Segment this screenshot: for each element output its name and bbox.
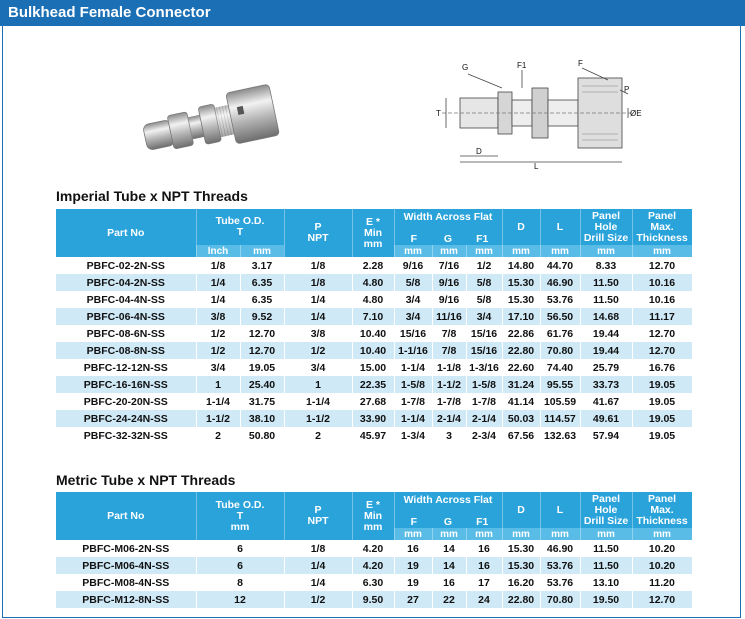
- table-cell: 2: [284, 427, 352, 444]
- col-header-e: E * Min mm: [352, 492, 394, 540]
- unit-mm: mm: [632, 245, 692, 257]
- table-cell: 11/16: [432, 308, 466, 325]
- part-number-cell: PBFC-24-24N-SS: [56, 410, 196, 427]
- table-cell: 1/8: [284, 257, 352, 274]
- table-cell: 19.44: [580, 325, 632, 342]
- table-cell: 1/8: [196, 257, 240, 274]
- part-number-cell: PBFC-16-16N-SS: [56, 376, 196, 393]
- table-cell: 1-1/2: [284, 410, 352, 427]
- table-cell: 5/8: [394, 274, 432, 291]
- table-cell: 74.40: [540, 359, 580, 376]
- table-row: [56, 540, 692, 557]
- unit-mm: mm: [466, 528, 502, 540]
- table-cell: 61.76: [540, 325, 580, 342]
- table-cell: 33.90: [352, 410, 394, 427]
- unit-mm: mm: [432, 528, 466, 540]
- table-cell: 19.05: [632, 376, 692, 393]
- table-cell: 14.68: [580, 308, 632, 325]
- table-cell: 22: [432, 591, 466, 608]
- table-cell: 31.24: [502, 376, 540, 393]
- unit-mm: mm: [240, 245, 284, 257]
- table-cell: 8.33: [580, 257, 632, 274]
- diagram-label-l: L: [534, 162, 539, 170]
- table-cell: 1/2: [284, 342, 352, 359]
- part-number-cell: PBFC-M08-4N-SS: [56, 574, 196, 591]
- unit-mm: mm: [580, 528, 632, 540]
- table-cell: 3.17: [240, 257, 284, 274]
- col-header-l: L: [540, 492, 580, 528]
- table-cell: 19.44: [580, 342, 632, 359]
- col-header-tube-od: Tube O.D. T mm: [196, 492, 284, 540]
- table-cell: 1/2: [284, 591, 352, 608]
- table-cell: 1/4: [284, 557, 352, 574]
- table-cell: 53.76: [540, 557, 580, 574]
- table-cell: 14: [432, 540, 466, 557]
- page-title: Bulkhead Female Connector: [0, 0, 745, 26]
- col-header-l: L: [540, 209, 580, 245]
- col-header-d: D: [502, 492, 540, 528]
- table-cell: 49.61: [580, 410, 632, 427]
- table-cell: 9/16: [394, 257, 432, 274]
- table-cell: 3/4: [196, 359, 240, 376]
- col-header-d: D: [502, 209, 540, 245]
- table-cell: 53.76: [540, 291, 580, 308]
- table-cell: 1-1/8: [432, 359, 466, 376]
- table-cell: 1-1/4: [196, 393, 240, 410]
- unit-mm: mm: [540, 528, 580, 540]
- table-cell: 3: [432, 427, 466, 444]
- table-cell: 19.05: [632, 393, 692, 410]
- table-cell: 19.05: [240, 359, 284, 376]
- table-cell: 22.60: [502, 359, 540, 376]
- table-cell: 15.00: [352, 359, 394, 376]
- table-cell: 11.50: [580, 274, 632, 291]
- metric-section-title: Metric Tube x NPT Threads: [56, 472, 236, 488]
- table-cell: 33.73: [580, 376, 632, 393]
- table-cell: 11.50: [580, 540, 632, 557]
- part-number-cell: PBFC-04-4N-SS: [56, 291, 196, 308]
- table-cell: 1-1/4: [284, 393, 352, 410]
- table-cell: 1-7/8: [394, 393, 432, 410]
- table-cell: 53.76: [540, 574, 580, 591]
- col-header-part-no: Part No: [56, 209, 196, 257]
- diagram-label-f: F: [578, 59, 583, 68]
- diagram-label-f1: F1: [517, 61, 527, 70]
- table-cell: 2-3/4: [466, 427, 502, 444]
- table-cell: 12.70: [632, 325, 692, 342]
- table-cell: 1/4: [196, 274, 240, 291]
- table-cell: 17: [466, 574, 502, 591]
- table-cell: 19: [394, 557, 432, 574]
- part-number-cell: PBFC-M06-2N-SS: [56, 540, 196, 557]
- table-cell: 1-7/8: [432, 393, 466, 410]
- unit-mm: mm: [502, 528, 540, 540]
- part-number-cell: PBFC-06-4N-SS: [56, 308, 196, 325]
- table-cell: 11.50: [580, 291, 632, 308]
- table-cell: 12.70: [632, 342, 692, 359]
- col-header-e: E * Min mm: [352, 209, 394, 257]
- table-cell: 1: [284, 376, 352, 393]
- table-cell: 8: [196, 574, 284, 591]
- table-cell: 12.70: [632, 591, 692, 608]
- unit-inch: Inch: [196, 245, 240, 257]
- table-row: [56, 342, 692, 359]
- table-cell: 10.16: [632, 274, 692, 291]
- table-cell: 14.80: [502, 257, 540, 274]
- table-cell: 16: [466, 540, 502, 557]
- table-row: [56, 308, 692, 325]
- table-cell: 1-1/2: [432, 376, 466, 393]
- table-cell: 9/16: [432, 291, 466, 308]
- table-cell: 1/4: [284, 291, 352, 308]
- diagram-label-p: P: [624, 85, 630, 94]
- table-cell: 1/4: [284, 574, 352, 591]
- col-header-waf: Width Across Flat F G F1: [394, 492, 502, 528]
- table-cell: 15/16: [466, 325, 502, 342]
- table-cell: 46.90: [540, 274, 580, 291]
- table-cell: 1: [196, 376, 240, 393]
- table-row: [56, 376, 692, 393]
- table-cell: 1-1/4: [394, 410, 432, 427]
- table-cell: 50.03: [502, 410, 540, 427]
- table-cell: 19.50: [580, 591, 632, 608]
- table-cell: 14: [432, 557, 466, 574]
- table-cell: 2: [196, 427, 240, 444]
- col-header-waf: Width Across Flat F G F1: [394, 209, 502, 245]
- table-cell: 15.30: [502, 291, 540, 308]
- col-header-panel-thickness: Panel Max. Thickness: [632, 209, 692, 245]
- table-cell: 1-5/8: [394, 376, 432, 393]
- part-number-cell: PBFC-02-2N-SS: [56, 257, 196, 274]
- unit-mm: mm: [466, 245, 502, 257]
- table-cell: 57.94: [580, 427, 632, 444]
- table-cell: 12: [196, 591, 284, 608]
- part-number-cell: PBFC-08-8N-SS: [56, 342, 196, 359]
- part-number-cell: PBFC-12-12N-SS: [56, 359, 196, 376]
- table-cell: 13.10: [580, 574, 632, 591]
- table-cell: 25.40: [240, 376, 284, 393]
- table-cell: 6.35: [240, 291, 284, 308]
- col-header-p-npt: P NPT: [284, 209, 352, 257]
- diagram-label-t: T: [436, 109, 441, 118]
- table-cell: 1-3/4: [394, 427, 432, 444]
- table-cell: 15/16: [466, 342, 502, 359]
- metric-table-body: [56, 540, 692, 608]
- table-cell: 22.86: [502, 325, 540, 342]
- table-cell: 31.75: [240, 393, 284, 410]
- table-cell: 7/16: [432, 257, 466, 274]
- table-row: [56, 359, 692, 376]
- table-cell: 22.80: [502, 342, 540, 359]
- table-row: [56, 410, 692, 427]
- table-cell: 3/4: [394, 291, 432, 308]
- table-cell: 3/8: [196, 308, 240, 325]
- table-cell: 11.50: [580, 557, 632, 574]
- dimension-diagram: [432, 58, 652, 170]
- table-cell: 27: [394, 591, 432, 608]
- table-cell: 5/8: [466, 274, 502, 291]
- part-number-cell: PBFC-M06-4N-SS: [56, 557, 196, 574]
- table-row: [56, 557, 692, 574]
- table-cell: 7/8: [432, 342, 466, 359]
- table-cell: 70.80: [540, 591, 580, 608]
- unit-mm: mm: [394, 245, 432, 257]
- table-cell: 38.10: [240, 410, 284, 427]
- table-cell: 2-1/4: [466, 410, 502, 427]
- table-cell: 132.63: [540, 427, 580, 444]
- unit-mm: mm: [580, 245, 632, 257]
- table-row: [56, 574, 692, 591]
- table-cell: 1/2: [196, 342, 240, 359]
- table-cell: 1-3/16: [466, 359, 502, 376]
- table-cell: 3/4: [466, 308, 502, 325]
- table-cell: 19: [394, 574, 432, 591]
- table-cell: 10.20: [632, 540, 692, 557]
- imperial-table-body: [56, 257, 692, 444]
- table-cell: 3/4: [284, 359, 352, 376]
- unit-mm: mm: [632, 528, 692, 540]
- unit-mm: mm: [394, 528, 432, 540]
- table-cell: 1-1/2: [196, 410, 240, 427]
- table-cell: 15.30: [502, 540, 540, 557]
- table-row: [56, 393, 692, 410]
- table-cell: 4.80: [352, 291, 394, 308]
- unit-mm: mm: [540, 245, 580, 257]
- table-cell: 15.30: [502, 274, 540, 291]
- table-cell: 16.20: [502, 574, 540, 591]
- table-cell: 114.57: [540, 410, 580, 427]
- table-cell: 17.10: [502, 308, 540, 325]
- table-cell: 9.50: [352, 591, 394, 608]
- table-cell: 3/4: [394, 308, 432, 325]
- table-cell: 3/8: [284, 325, 352, 342]
- table-cell: 27.68: [352, 393, 394, 410]
- table-cell: 16: [394, 540, 432, 557]
- imperial-table: [56, 209, 693, 444]
- table-cell: 46.90: [540, 540, 580, 557]
- table-cell: 16: [432, 574, 466, 591]
- table-cell: 1/8: [284, 274, 352, 291]
- diagram-label-g: G: [462, 63, 469, 72]
- table-cell: 56.50: [540, 308, 580, 325]
- table-row: [56, 427, 692, 444]
- table-cell: 16.76: [632, 359, 692, 376]
- table-cell: 1/2: [466, 257, 502, 274]
- part-number-cell: PBFC-20-20N-SS: [56, 393, 196, 410]
- table-cell: 105.59: [540, 393, 580, 410]
- table-row: [56, 274, 692, 291]
- col-header-p-npt: P NPT: [284, 492, 352, 540]
- table-cell: 11.17: [632, 308, 692, 325]
- table-cell: 5/8: [466, 291, 502, 308]
- table-cell: 7/8: [432, 325, 466, 342]
- diagram-label-e: ØE: [630, 109, 642, 118]
- table-cell: 6.30: [352, 574, 394, 591]
- unit-mm: mm: [502, 245, 540, 257]
- table-cell: 1-1/16: [394, 342, 432, 359]
- part-number-cell: PBFC-04-2N-SS: [56, 274, 196, 291]
- table-cell: 12.70: [240, 342, 284, 359]
- table-cell: 1/2: [196, 325, 240, 342]
- table-cell: 25.79: [580, 359, 632, 376]
- table-cell: 9.52: [240, 308, 284, 325]
- table-cell: 41.67: [580, 393, 632, 410]
- table-cell: 1-1/4: [394, 359, 432, 376]
- table-cell: 7.10: [352, 308, 394, 325]
- col-header-tube-od: Tube O.D. T: [196, 209, 284, 245]
- table-cell: 67.56: [502, 427, 540, 444]
- imperial-section-title: Imperial Tube x NPT Threads: [56, 188, 248, 204]
- table-cell: 50.80: [240, 427, 284, 444]
- table-cell: 2.28: [352, 257, 394, 274]
- table-cell: 10.16: [632, 291, 692, 308]
- table-row: [56, 257, 692, 274]
- table-cell: 9/16: [432, 274, 466, 291]
- table-cell: 1/4: [284, 308, 352, 325]
- table-cell: 16: [466, 557, 502, 574]
- table-row: [56, 591, 692, 608]
- table-cell: 6: [196, 540, 284, 557]
- table-cell: 10.20: [632, 557, 692, 574]
- table-cell: 44.70: [540, 257, 580, 274]
- table-cell: 6.35: [240, 274, 284, 291]
- col-header-panel-hole: Panel Hole Drill Size: [580, 492, 632, 528]
- table-cell: 12.70: [632, 257, 692, 274]
- product-photo: [135, 70, 295, 170]
- table-cell: 6: [196, 557, 284, 574]
- table-cell: 1-7/8: [466, 393, 502, 410]
- col-header-panel-hole: Panel Hole Drill Size: [580, 209, 632, 245]
- table-cell: 4.20: [352, 557, 394, 574]
- table-cell: 45.97: [352, 427, 394, 444]
- col-header-part-no: Part No: [56, 492, 196, 540]
- table-cell: 22.35: [352, 376, 394, 393]
- table-cell: 12.70: [240, 325, 284, 342]
- part-number-cell: PBFC-M12-8N-SS: [56, 591, 196, 608]
- table-cell: 24: [466, 591, 502, 608]
- table-cell: 70.80: [540, 342, 580, 359]
- table-cell: 1/8: [284, 540, 352, 557]
- table-cell: 4.80: [352, 274, 394, 291]
- table-cell: 41.14: [502, 393, 540, 410]
- table-cell: 19.05: [632, 427, 692, 444]
- table-cell: 19.05: [632, 410, 692, 427]
- part-number-cell: PBFC-08-6N-SS: [56, 325, 196, 342]
- table-cell: 1/4: [196, 291, 240, 308]
- table-cell: 11.20: [632, 574, 692, 591]
- table-cell: 22.80: [502, 591, 540, 608]
- table-row: [56, 325, 692, 342]
- table-cell: 10.40: [352, 342, 394, 359]
- table-cell: 4.20: [352, 540, 394, 557]
- unit-mm: mm: [432, 245, 466, 257]
- col-header-panel-thickness: Panel Max. Thickness: [632, 492, 692, 528]
- metric-table: [56, 492, 693, 608]
- table-row: [56, 291, 692, 308]
- diagram-label-d: D: [476, 147, 482, 156]
- table-cell: 10.40: [352, 325, 394, 342]
- part-number-cell: PBFC-32-32N-SS: [56, 427, 196, 444]
- table-cell: 95.55: [540, 376, 580, 393]
- table-cell: 15.30: [502, 557, 540, 574]
- table-cell: 15/16: [394, 325, 432, 342]
- table-cell: 1-5/8: [466, 376, 502, 393]
- table-cell: 2-1/4: [432, 410, 466, 427]
